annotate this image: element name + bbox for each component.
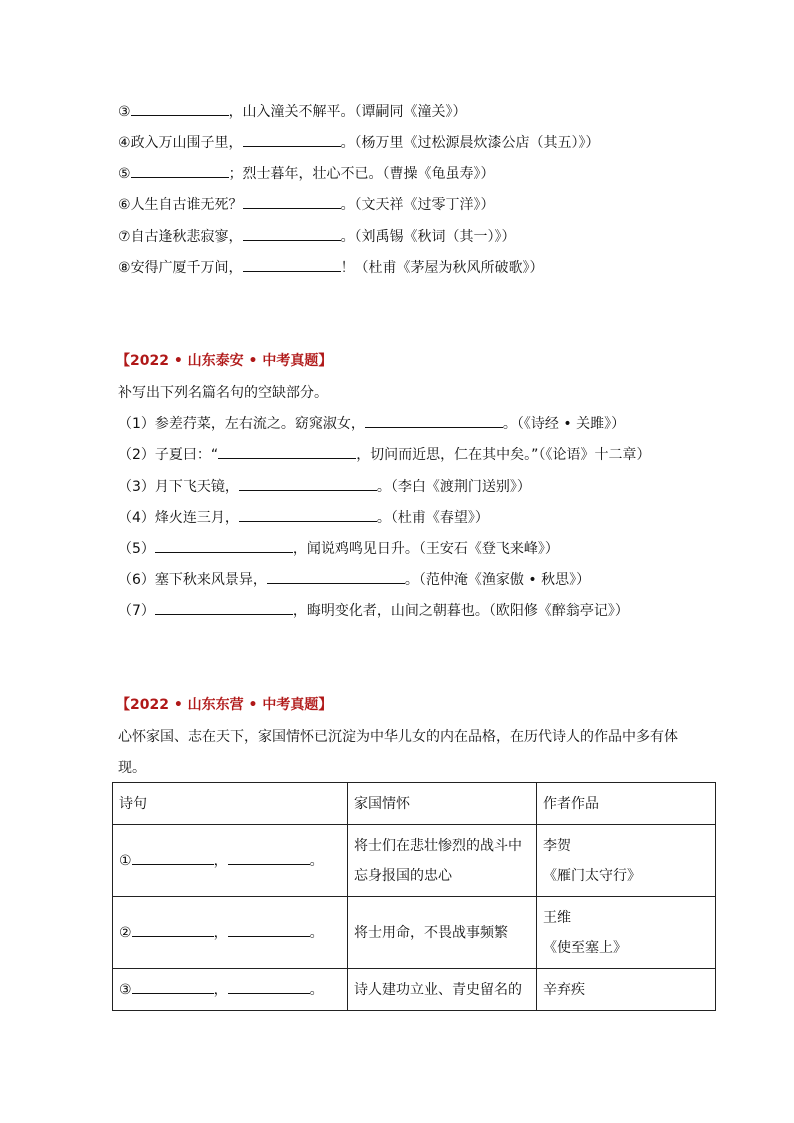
end-punct: 。 bbox=[309, 981, 324, 998]
item-marker: ⑦ bbox=[118, 229, 131, 245]
poem-line-cell bbox=[113, 969, 348, 1011]
item-text-before: 安得广厦千万间， bbox=[130, 260, 243, 276]
answer-blank[interactable] bbox=[132, 979, 214, 994]
item-marker: （2） bbox=[118, 447, 155, 463]
answer-blank[interactable] bbox=[228, 922, 310, 937]
answer-blank[interactable] bbox=[228, 850, 310, 865]
answer-blank[interactable] bbox=[131, 101, 229, 116]
poem-line-cell bbox=[113, 825, 348, 897]
item-text-before: 自古逢秋悲寂寥， bbox=[130, 229, 243, 245]
question-item-8 bbox=[118, 257, 544, 279]
item-text-before: 子夏曰：“ bbox=[154, 447, 219, 463]
feeling-line: 将士用命，不畏战事频繁 bbox=[354, 924, 508, 941]
item-text-after: ，山入潼关不解平。（谭嗣同《潼关》） bbox=[228, 104, 467, 120]
header-poem-line: 诗句 bbox=[113, 783, 348, 825]
item-marker: ⑤ bbox=[118, 166, 131, 182]
question-item-3 bbox=[118, 101, 467, 123]
section-heading-dongying: 【2022 • 山东东营 • 中考真题】 bbox=[116, 697, 333, 713]
table-row bbox=[113, 825, 716, 897]
question-item-5 bbox=[118, 163, 495, 185]
poem-table bbox=[112, 782, 716, 1011]
answer-blank[interactable] bbox=[267, 569, 405, 584]
item-text-after: 。（文天祥《过零丁洋》） bbox=[340, 197, 495, 213]
item-marker: （1） bbox=[118, 416, 155, 432]
item-text-after: ！（杜甫《茅屋为秋风所破歌》） bbox=[340, 260, 544, 276]
question-item-5 bbox=[118, 538, 559, 560]
answer-blank[interactable] bbox=[132, 850, 214, 865]
feeling-line: 忘身报国的忠心 bbox=[354, 867, 452, 884]
answer-blank[interactable] bbox=[243, 194, 341, 209]
question-item-4 bbox=[118, 132, 600, 154]
end-punct: 。 bbox=[309, 852, 324, 869]
separator: ， bbox=[213, 852, 228, 869]
item-text-after: 。（杨万里《过松源晨炊漆公店（其五）》） bbox=[340, 135, 600, 151]
item-text-after: ，晦明变化者，山间之朝暮也。（欧阳修《醉翁亭记》） bbox=[292, 603, 629, 619]
separator: ， bbox=[213, 981, 228, 998]
item-text-after: 。（杜甫《春望》） bbox=[376, 510, 489, 526]
answer-blank[interactable] bbox=[131, 163, 229, 178]
feeling-cell bbox=[348, 969, 537, 1011]
feeling-cell bbox=[348, 897, 537, 969]
question-item-2 bbox=[118, 444, 650, 466]
answer-blank[interactable] bbox=[132, 922, 214, 937]
table-row bbox=[113, 969, 716, 1011]
item-marker: （4） bbox=[118, 510, 155, 526]
item-text-after: 。（刘禹锡《秋词（其一）》） bbox=[340, 229, 516, 245]
feeling-cell bbox=[348, 825, 537, 897]
work-title: 《使至塞上》 bbox=[543, 939, 627, 956]
item-marker: （7） bbox=[118, 603, 155, 619]
item-text-after: 。（范仲淹《渔家傲 • 秋思》） bbox=[404, 572, 591, 588]
answer-blank[interactable] bbox=[239, 507, 377, 522]
item-marker: ② bbox=[119, 924, 132, 941]
item-text-after: ；烈士暮年，壮心不已。（曹操《龟虽寿》） bbox=[228, 166, 495, 182]
header-author-work: 作者作品 bbox=[537, 783, 716, 825]
item-text-before: 政入万山围子里， bbox=[130, 135, 243, 151]
answer-blank[interactable] bbox=[228, 979, 310, 994]
answer-blank[interactable] bbox=[155, 600, 293, 615]
item-text-before: 参差荇菜，左右流之。窈窕淑女， bbox=[154, 416, 365, 432]
question-item-1 bbox=[118, 413, 625, 435]
question-item-4 bbox=[118, 507, 489, 529]
table-row bbox=[113, 897, 716, 969]
author-cell bbox=[537, 897, 716, 969]
item-marker: ⑥ bbox=[118, 197, 131, 213]
item-text-before: 塞下秋来风景异， bbox=[154, 572, 267, 588]
section-heading-taian: 【2022 • 山东泰安 • 中考真题】 bbox=[116, 353, 333, 369]
header-patriotic-feeling: 家国情怀 bbox=[348, 783, 537, 825]
answer-blank[interactable] bbox=[243, 226, 341, 241]
item-marker: ③ bbox=[118, 104, 131, 120]
end-punct: 。 bbox=[309, 924, 324, 941]
question-item-7 bbox=[118, 226, 516, 248]
item-text-after: 。（李白《渡荆门送别》） bbox=[376, 479, 531, 495]
author-name: 辛弃疾 bbox=[543, 981, 585, 998]
item-marker: ① bbox=[119, 852, 132, 869]
answer-blank[interactable] bbox=[155, 538, 293, 553]
question-item-6 bbox=[118, 194, 495, 216]
item-marker: （5） bbox=[118, 541, 155, 557]
table-header-row bbox=[113, 783, 716, 825]
item-text-before: 人生自古谁无死？ bbox=[130, 197, 243, 213]
separator: ， bbox=[213, 924, 228, 941]
item-marker: ④ bbox=[118, 135, 131, 151]
question-item-7 bbox=[118, 600, 629, 622]
work-title: 《雁门太守行》 bbox=[543, 867, 641, 884]
author-cell bbox=[537, 969, 716, 1011]
question-item-6 bbox=[118, 569, 590, 591]
item-text-after: ，切问而近思，仁在其中矣。”（《论语》十二章） bbox=[356, 447, 651, 463]
poem-line-cell bbox=[113, 897, 348, 969]
item-text-before: 月下飞天镜， bbox=[154, 479, 239, 495]
feeling-line: 诗人建功立业、青史留名的 bbox=[354, 981, 522, 998]
answer-blank[interactable] bbox=[239, 476, 377, 491]
answer-blank[interactable] bbox=[243, 132, 341, 147]
item-marker: ⑧ bbox=[118, 260, 131, 276]
item-text-after: 。（《诗经 • 关雎》） bbox=[502, 416, 626, 432]
author-cell bbox=[537, 825, 716, 897]
item-text-after: ，闻说鸡鸣见日升。（王安石《登飞来峰》） bbox=[292, 541, 559, 557]
section-instruction: 补写出下列名篇名句的空缺部分。 bbox=[118, 385, 328, 401]
feeling-line: 将士们在悲壮惨烈的战斗中 bbox=[354, 837, 522, 854]
item-marker: （3） bbox=[118, 479, 155, 495]
answer-blank[interactable] bbox=[365, 413, 503, 428]
section-intro-line-2: 现。 bbox=[118, 760, 146, 776]
item-marker: ③ bbox=[119, 981, 132, 998]
author-name: 王维 bbox=[543, 909, 571, 926]
item-marker: （6） bbox=[118, 572, 155, 588]
item-text-before: 烽火连三月， bbox=[154, 510, 239, 526]
author-name: 李贺 bbox=[543, 837, 571, 854]
answer-blank[interactable] bbox=[243, 257, 341, 272]
section-intro-line-1: 心怀家国、志在天下，家国情怀已沉淀为中华儿女的内在品格，在历代诗人的作品中多有体 bbox=[118, 729, 678, 745]
question-item-3 bbox=[118, 476, 531, 498]
answer-blank[interactable] bbox=[218, 444, 356, 459]
